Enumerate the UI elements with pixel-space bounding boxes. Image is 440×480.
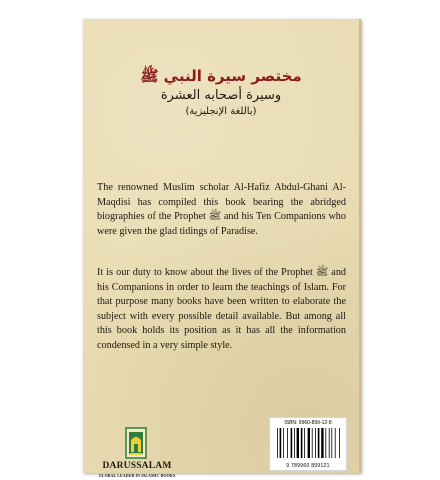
arabic-language-note: (باللغة الإنجليزية)	[185, 106, 257, 117]
barcode-digits: 9 789960 899121	[286, 463, 330, 469]
isbn-label: ISBN: 9960-899-12-8	[284, 420, 332, 426]
description-paragraph-1: The renowned Muslim scholar Al-Hafiz Abdul-Ghani Al-Maqdisi has compiled this book bearing the abridged biographies of the Prophet ﷺ and his Ten Companions who were given the glad tidings of Paradise.	[97, 182, 346, 237]
title-block	[83, 67, 359, 119]
arabic-title: مختصر سيرة النبي ﷺ	[140, 67, 302, 85]
book-back-cover	[83, 19, 361, 478]
description-paragraph-2: It is our duty to know about the lives of the Prophet ﷺ and his Companions in order to learn the teachings of Islam. For that purpose many books have been written to elaborate the subject with every possible detail available. But among all this book holds its position as it has all the information condensed in a very simple style.	[97, 267, 347, 351]
publisher-tagline: GLOBAL LEADER IN ISLAMIC BOOKS	[98, 473, 176, 478]
isbn-barcode-box	[269, 417, 347, 471]
publisher-name: DARUSSALAM	[102, 461, 172, 471]
darussalam-logo-icon	[125, 427, 147, 464]
barcode-icon	[276, 428, 340, 465]
arabic-subtitle: وسيرة أصحابه العشرة	[160, 88, 282, 103]
